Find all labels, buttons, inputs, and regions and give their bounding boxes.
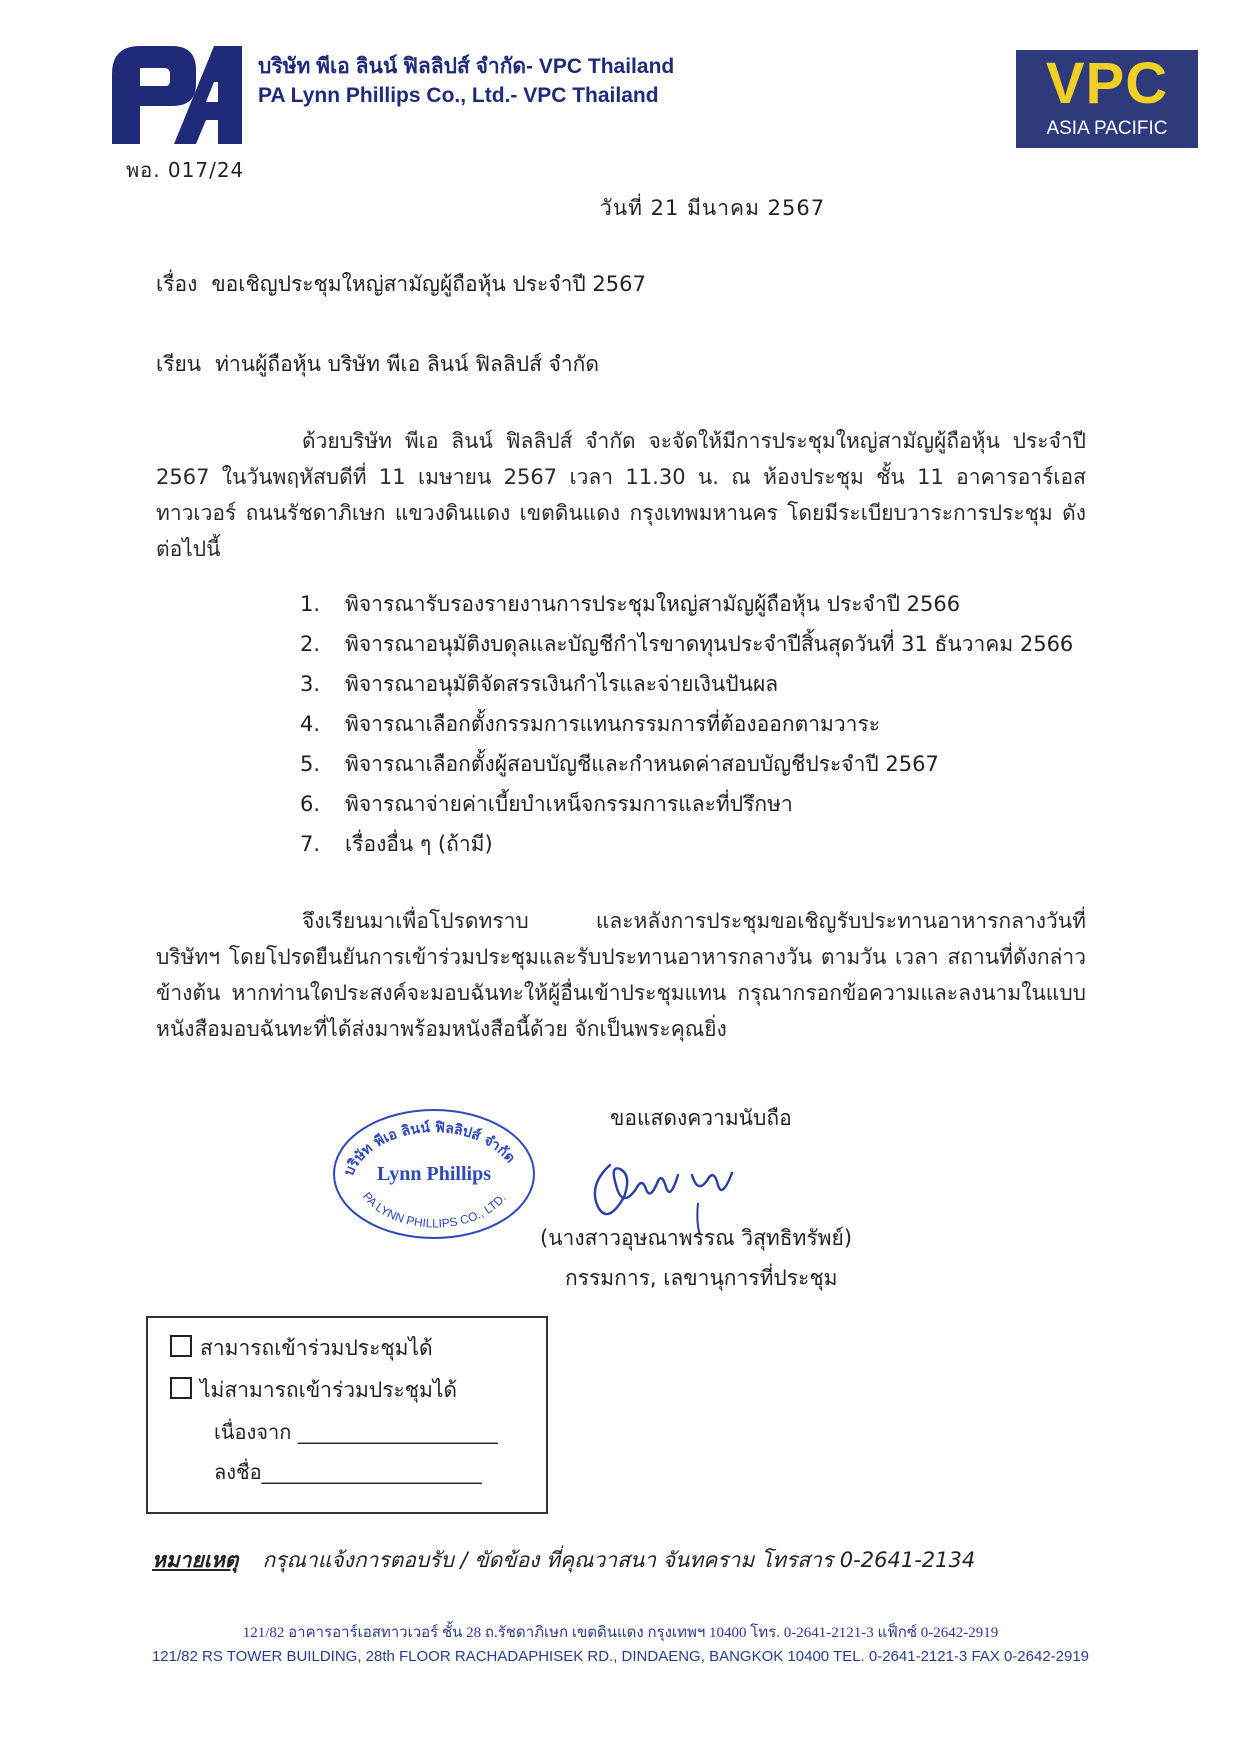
not-attend-option-label: ไม่สามารถเข้าร่วมประชุมได้ <box>200 1378 458 1402</box>
stamp-center-text: Lynn Phillips <box>377 1163 491 1185</box>
agenda-item <box>300 784 1073 824</box>
agenda-text: พิจารณาอนุมัติงบดุลและบัญชีกำไรขาดทุนประจำปีสิ้นสุดวันที่ 31 ธันวาคม 2566 <box>345 632 1074 656</box>
agenda-text: พิจารณาจ่ายค่าเบี้ยบำเหน็จกรรมการและที่ปรึกษา <box>345 792 793 816</box>
agenda-text: เรื่องอื่น ๆ (ถ้ามี) <box>345 832 493 856</box>
pa-logo <box>110 44 242 144</box>
attend-option[interactable] <box>170 1332 433 1365</box>
agenda-text: พิจารณาเลือกตั้งกรรมการแทนกรรมการที่ต้องออกตามวาระ <box>345 712 880 736</box>
subject-text: ขอเชิญประชุมใหญ่สามัญผู้ถือหุ้น ประจำปี 2567 <box>211 272 646 296</box>
subject-label: เรื่อง <box>156 272 198 296</box>
reason-line: ____________________ <box>297 1420 498 1444</box>
agenda-number: 5. <box>300 752 321 776</box>
subject-line <box>156 268 646 301</box>
closing-paragraph: จึงเรียนมาเพื่อโปรดทราบ และหลังการประชุมขอเชิญรับประทานอาหารกลางวันที่บริษัทฯ โดยโปรดยืนยันการเข้าร่วมประชุมและรับประทานอาหารกลางวัน ตามวัน เวลา สถานที่ดังกล่าวข้างต้น หากท่านใดประสงค์จะมอบฉันทะให้ผู้อื่นเข้าประชุมแทน กรุณากรอกข้อความและลงนามในแบบหนังสือมอบฉันทะที่ได้ส่งมาพร้อมหนังสือนี้ด้วย จักเป็นพระคุณยิ่ง <box>156 909 1086 1041</box>
document-number: พอ. 017/24 <box>126 158 245 182</box>
agenda-list <box>300 584 1073 864</box>
attend-option-label: สามารถเข้าร่วมประชุมได้ <box>200 1336 433 1360</box>
vpc-logo-subtitle: ASIA PACIFIC <box>1046 118 1168 139</box>
agenda-number: 6. <box>300 792 321 816</box>
stamp-bottom-text: PA LYNN PHILLIPS CO., LTD. <box>359 1189 509 1231</box>
recipient-line <box>156 348 599 381</box>
signer-title: กรรมการ, เลขานุการที่ประชุม <box>565 1266 838 1290</box>
attend-checkbox[interactable] <box>170 1335 192 1357</box>
recipient-text: ท่านผู้ถือหุ้น บริษัท พีเอ ลินน์ ฟิลลิปส์ จำกัด <box>215 352 600 376</box>
vpc-logo <box>1016 50 1198 148</box>
agenda-text: พิจารณารับรองรายงานการประชุมใหญ่สามัญผู้ถือหุ้น ประจำปี 2566 <box>345 592 961 616</box>
note <box>152 1544 975 1577</box>
sign-label: ลงชื่อ <box>214 1460 262 1484</box>
agenda-item <box>300 824 1073 864</box>
stamp-top-text: บริษัท พีเอ ลินน์ ฟิลลิปส์ จำกัด <box>341 1119 519 1179</box>
reply-form <box>146 1316 548 1514</box>
agenda-item <box>300 624 1073 664</box>
company-name-thai: บริษัท พีเอ ลินน์ ฟิลลิปส์ จำกัด- VPC Thailand <box>258 55 675 78</box>
closing-greeting: ขอแสดงความนับถือ <box>610 1106 792 1130</box>
not-attend-checkbox[interactable] <box>170 1377 192 1399</box>
agenda-text: พิจารณาเลือกตั้งผู้สอบบัญชีและกำหนดค่าสอบบัญชีประจำปี 2567 <box>345 752 939 776</box>
agenda-number: 1. <box>300 592 321 616</box>
agenda-item <box>300 704 1073 744</box>
agenda-number: 7. <box>300 832 321 856</box>
document-date: วันที่ 21 มีนาคม 2567 <box>600 196 826 220</box>
note-label: หมายเหตุ <box>152 1548 239 1572</box>
not-attend-option[interactable] <box>170 1374 457 1407</box>
intro-paragraph: ด้วยบริษัท พีเอ ลินน์ ฟิลลิปส์ จำกัด จะจัดให้มีการประชุมใหญ่สามัญผู้ถือหุ้น ประจำปี 2567 ในวันพฤหัสบดีที่ 11 เมษายน 2567 เวลา 11.30 น. ณ ห้องประชุม ชั้น 11 อาคารอาร์เอส ทาวเวอร์ ถนนรัชดาภิเษก แขวงดินแดง เขตดินแดง กรุงเทพมหานคร โดยมีระเบียบวาระการประชุม ดังต่อไปนี้ <box>156 429 1086 561</box>
vpc-logo-text: VPC <box>1045 51 1169 116</box>
agenda-item <box>300 744 1073 784</box>
footer-address-thai: 121/82 อาคารอาร์เอสทาวเวอร์ ชั้น 28 ถ.รัชดาภิเษก เขตดินแดง กรุงเทพฯ 10400 โทร. 0-2641-2121-3 แฟ็กซ์ 0-2642-2919 <box>242 1625 999 1641</box>
company-name-english: PA Lynn Phillips Co., Ltd.- VPC Thailand <box>258 84 659 107</box>
note-text: กรุณาแจ้งการตอบรับ / ขัดข้อง ที่คุณวาสนา จันทคราม โทรสาร 0-2641-2134 <box>262 1548 976 1572</box>
recipient-label: เรียน <box>156 352 202 376</box>
agenda-text: พิจารณาอนุมัติจัดสรรเงินกำไรและจ่ายเงินปันผล <box>345 672 779 696</box>
agenda-number: 2. <box>300 632 321 656</box>
signer-name: (นางสาวอุษณาพรรณ วิสุทธิทรัพย์) <box>540 1226 853 1250</box>
reason-label: เนื่องจาก <box>214 1420 292 1444</box>
agenda-item <box>300 664 1073 704</box>
sign-line: ______________________ <box>261 1460 482 1484</box>
reason-field[interactable] <box>214 1416 498 1448</box>
agenda-item <box>300 584 1073 624</box>
footer-address-english: 121/82 RS TOWER BUILDING, 28th FLOOR RACHADAPHISEK RD., DINDAENG, BANGKOK 10400 TEL. 0-2641-2121-3 FAX 0-2642-2919 <box>151 1648 1090 1665</box>
agenda-number: 4. <box>300 712 321 736</box>
agenda-number: 3. <box>300 672 321 696</box>
company-stamp <box>328 1098 540 1240</box>
signature-field[interactable] <box>214 1456 482 1488</box>
